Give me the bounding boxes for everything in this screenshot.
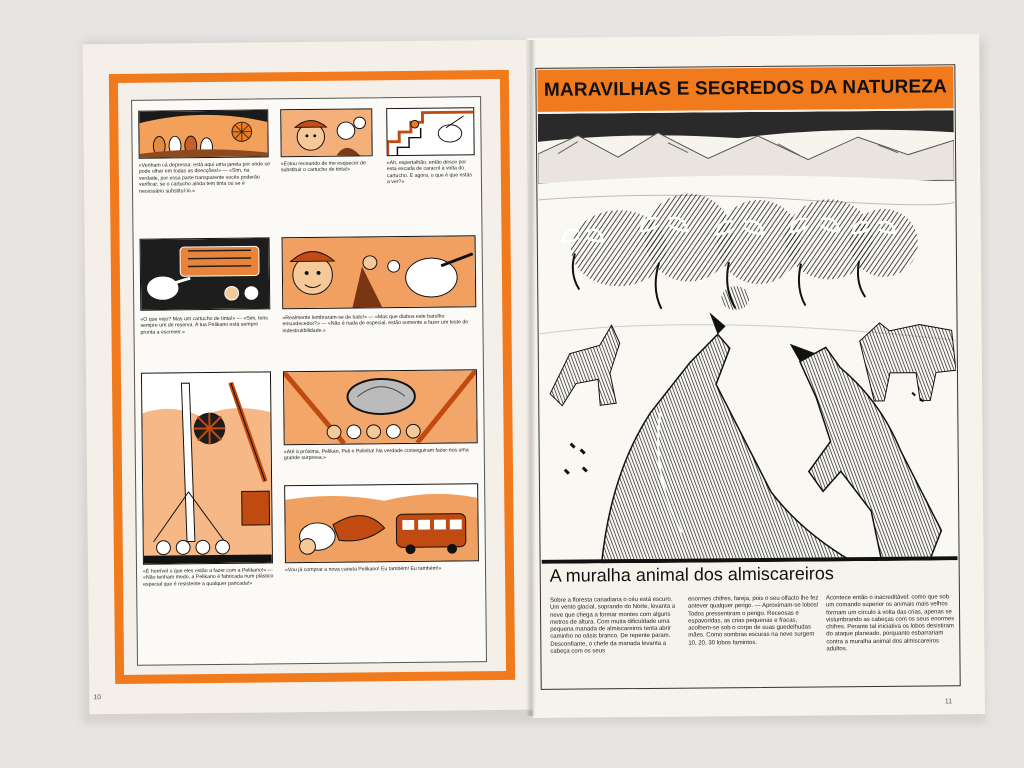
comic-panel-3 (386, 107, 474, 156)
comic-panel-6 (141, 371, 273, 564)
caption-4: «O que vejo? Mas um cartucho de tinta!» — «Sim, tens sempre um de reserva. A tua Pelikano está sempre pronta a escrever.» (140, 315, 268, 336)
page-number-left: 10 (93, 694, 102, 702)
article-column-2: enormes chifres, fareja, pois o seu olfacto lhe fez antever qualquer perigo. — Aproximam-se lobos! Todos pressentiram o perigo. Receosas e espavoridas, as crias pequenas e fracas, acolhem-se sob o corpo de suas guedelhudas mães. Como sombras escuras na neve surgem 10, 20, 30 lobos famintos. (687, 595, 819, 647)
comic-panel-7 (283, 369, 478, 445)
caption-3: «Ah, espertalhão, então desce por esta escada de caracol à volta do cartucho. E agora, o que é que estás a ver?» (386, 159, 473, 186)
article-column-1: Sobre a floresta canadiana o céu está escuro. Um vento glacial, soprando do Norte, levanta a neve que chega a formar montes com alguns metros de altura. Com muita dificuldade uma pequena manada de almiscareiros tenta abrir caminho no oásis branco. De repente param. Desconfiante, o chefe da manada levanta a cabeça com os seus (549, 596, 676, 655)
comic-panel-1 (138, 109, 268, 158)
left-page (83, 40, 534, 715)
caption-2: «Estou receando de me esquecer de substituir o cartucho de tinta!» (280, 160, 366, 174)
comic-panel-4 (140, 237, 271, 310)
caption-6: «É horrível o que eles estão a fazer com a Pelikano!» — «Não tenham medo, a Pelikano é fabricada num plástico especial que é resistente a qualquer pancada!» (142, 567, 274, 588)
comic-panel-8 (284, 483, 479, 563)
comic-panel-2 (280, 108, 372, 157)
caption-8: «Vou já comprar a nova caneta Pelikano! Eu também! Eu também!» (284, 565, 442, 574)
caption-5: «Realmente lembraram-se de tudo!» — «Mas que diabos este barulho ensurdecedor?» — «Não é nada de especial, estão somente a fazer um teste de indestrutibilidade.» (282, 313, 469, 335)
comic-panel-5 (282, 235, 477, 309)
page-number-right: 11 (944, 698, 953, 706)
caption-7: «Até à próxima, Pelikan, Peli e Pelinha! Na verdade conseguiram fazer-nos uma grande surpresa.» (283, 447, 469, 462)
article-column-3: Acontece então o inacreditável: como que sob um comando superior os animais mais velhos formam um círculo à volta das crias, apenas se vislumbrando as cabeças com os seus enormes chifres. Perante tal iniciativa os lobos desistiram do ataque planeado, porquanto esbarrariam contra a muralha animal dos almiscareiros adultos. (825, 594, 955, 653)
right-page (527, 34, 985, 718)
magazine-gutter (526, 40, 536, 716)
caption-1: «Venham cá depressa: está aqui uma janela por onde se pode olhar em todas as direcções!» — «Sim, na verdade, por essa parte transparente vocês poderão verificar, se o cartucho ainda tem tinta ou se é necessário substituí-lo.» (138, 161, 271, 195)
section-title: MARAVILHAS E SEGREDOS DA NATUREZA (543, 76, 948, 101)
section-banner (537, 66, 953, 112)
comic-strip (131, 96, 487, 666)
article-title: A muralha animal dos almiscareiros (549, 563, 834, 586)
musk-ox-illustration (538, 110, 958, 564)
